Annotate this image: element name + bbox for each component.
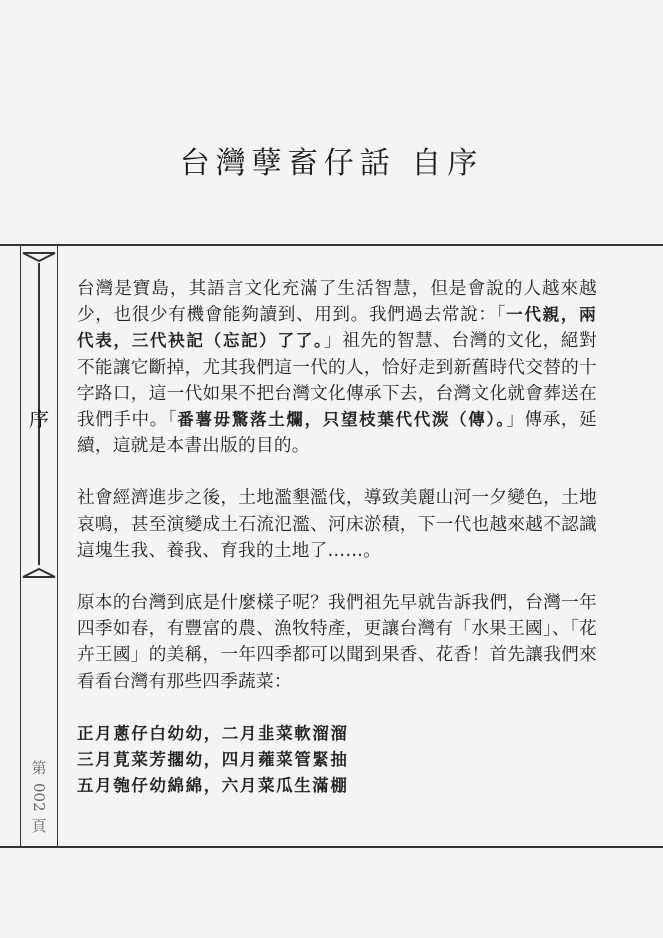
section-label: 序 bbox=[29, 407, 49, 431]
verse-line: 五月匏仔幼綿綿，六月菜瓜生滿棚 bbox=[77, 775, 349, 795]
paragraph-1 bbox=[77, 276, 597, 459]
margin-column bbox=[20, 245, 58, 846]
body-text bbox=[77, 276, 597, 799]
page-number bbox=[21, 759, 57, 835]
paragraph-1-part-c: 」傳承，延續，這就是本書出版的目的。 bbox=[77, 410, 597, 457]
frame-bottom-rule bbox=[0, 846, 663, 848]
verse-line: 正月蔥仔白幼幼，二月韭菜軟溜溜 bbox=[77, 723, 349, 743]
page-number-digits: 002 bbox=[30, 782, 48, 812]
page-title: 台灣孽畜仔話 自序 bbox=[179, 146, 484, 181]
page-number-suffix: 頁 bbox=[31, 817, 47, 835]
page-number-prefix: 第 bbox=[31, 759, 47, 777]
paragraph-1-part-a: 台灣是寶島，其語言文化充滿了生活智慧，但是會說的人越來越少，也很少有機會能夠讀到、用到。我們過去常說：「 bbox=[77, 279, 597, 326]
proverb-quote-2: 番薯毋驚落土爛，只望枝葉代代湠（傳）。 bbox=[177, 410, 507, 430]
paragraph-1-part-b: 」祖先的智慧、台灣的文化，絕對不能讓它斷掉，尤其我們這一代的人，恰好走到新舊時代交替的十字路口，這一代如果不把台灣文化傳承下去，台灣文化就會葬送在我們手中。「 bbox=[77, 331, 597, 431]
paragraph-2: 社會經濟進步之後，土地濫墾濫伐，導致美麗山河一夕變色，土地哀鳴，甚至演變成土石流氾濫、河床淤積，下一代也越來越不認識這塊生我、養我、育我的土地了……。 bbox=[77, 488, 597, 561]
verse-line: 三月莧菜芳擱幼，四月蕹菜管緊抽 bbox=[77, 749, 349, 769]
proverb-quote-1: 一代親，兩代表，三代袂記（忘記）了了。 bbox=[77, 305, 597, 351]
bottom-bracket-ornament bbox=[21, 565, 57, 579]
frame-top-rule bbox=[0, 244, 663, 246]
vegetable-verse bbox=[77, 721, 597, 799]
paragraph-3: 原本的台灣到底是什麼樣子呢？我們祖先早就告訴我們，台灣一年四季如春，有豐富的農、漁牧特產，更讓台灣有「水果王國」、「花卉王國」的美稱，一年四季都可以聞到果香、花香！首先讓我們來看看台灣有那些四季蔬菜： bbox=[77, 593, 597, 692]
